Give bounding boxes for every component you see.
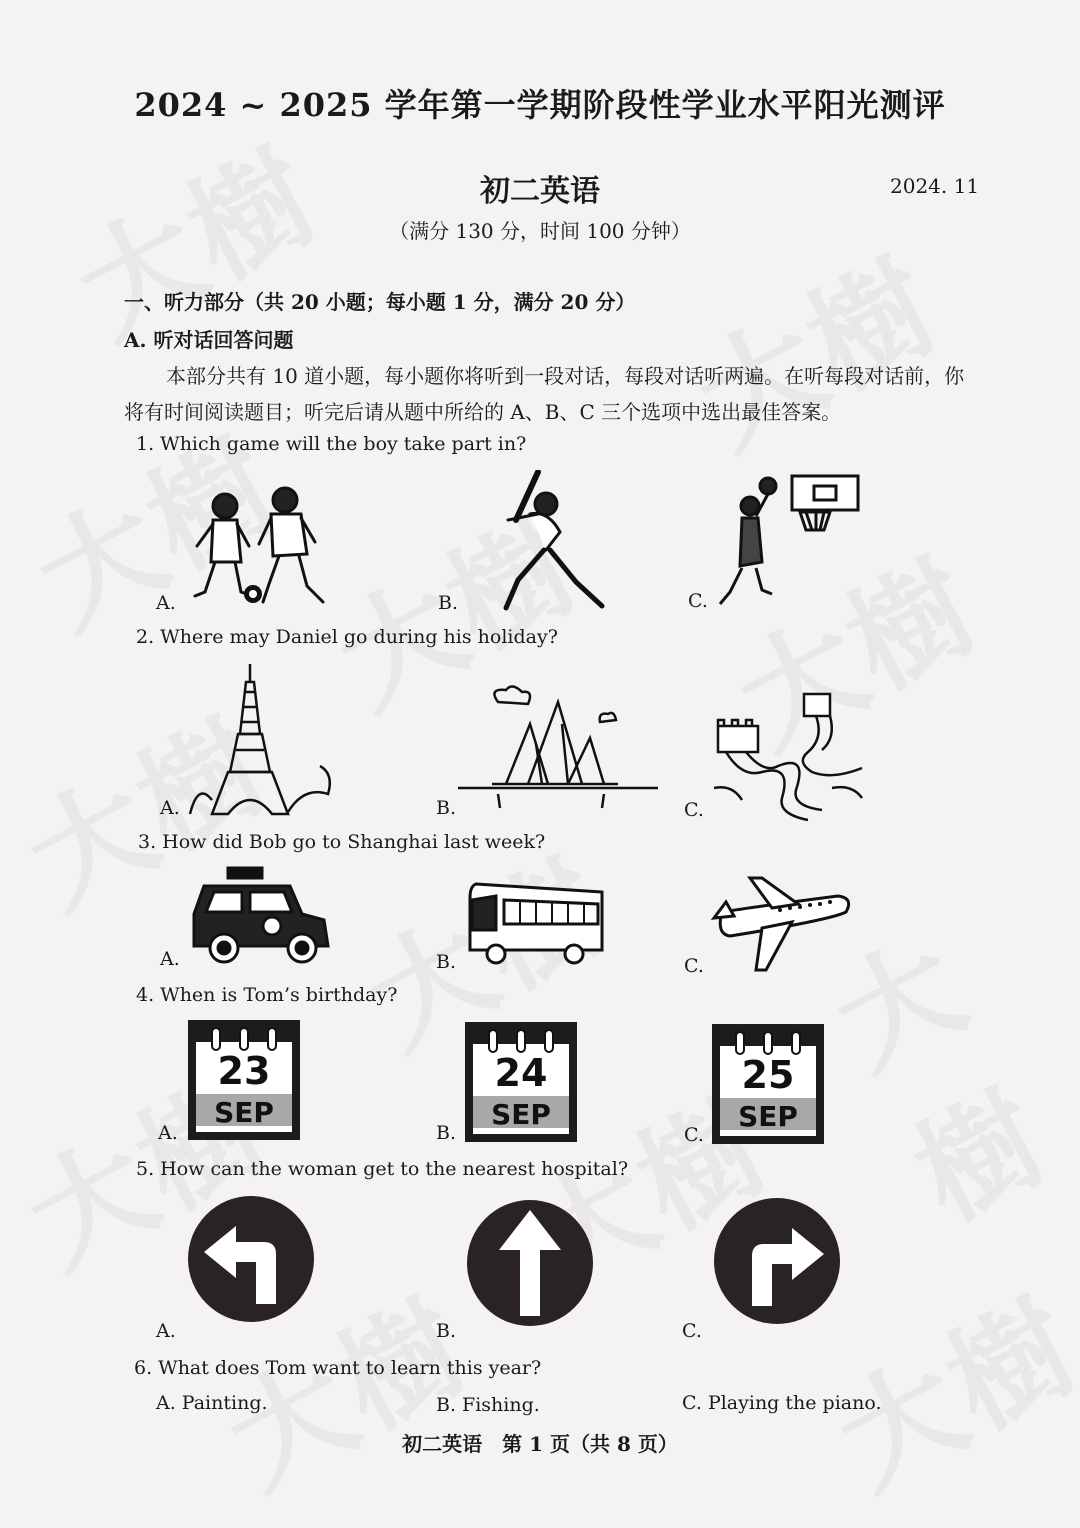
option-label[interactable]: C.: [684, 799, 704, 821]
option-label[interactable]: C.: [684, 955, 704, 977]
question-1: 1. Which game will the boy take part in?: [136, 433, 527, 455]
option-label[interactable]: A.: [160, 948, 180, 970]
option-label[interactable]: C.: [688, 590, 708, 612]
calendar-day: 25: [741, 1053, 795, 1097]
soccer-icon: [183, 484, 333, 614]
question-5: 5. How can the woman get to the nearest hospital?: [136, 1158, 629, 1180]
sydney-opera-house-icon: [458, 684, 658, 824]
watermark: [664, 212, 964, 480]
go-straight-sign-icon: [465, 1198, 595, 1328]
calendar-icon: [712, 1024, 824, 1144]
option-label[interactable]: B.: [436, 951, 457, 973]
calendar-month: SEP: [738, 1100, 798, 1133]
turn-right-sign-icon: [712, 1196, 842, 1326]
option-a[interactable]: A. Painting.: [156, 1392, 268, 1414]
baseball-icon: [488, 470, 618, 615]
plane-icon: [710, 872, 854, 976]
section-heading: 一、听力部分（共 20 小题；每小题 1 分，满分 20 分）: [124, 290, 636, 314]
question-3: 3. How did Bob go to Shanghai last week?: [138, 831, 546, 853]
turn-left-sign-icon: [186, 1194, 316, 1324]
calendar-month: SEP: [214, 1096, 274, 1129]
exam-date: 2024. 11: [890, 174, 980, 198]
question-2: 2. Where may Daniel go during his holiday?: [136, 626, 558, 648]
calendar-day: 23: [217, 1049, 271, 1093]
option-label[interactable]: A.: [156, 1320, 176, 1342]
score-note: （满分 130 分，时间 100 分钟）: [389, 219, 691, 243]
option-label[interactable]: B.: [436, 1122, 457, 1144]
watermark: [804, 1252, 1080, 1520]
basketball-icon: [716, 472, 866, 612]
option-label[interactable]: B.: [438, 592, 459, 614]
option-label[interactable]: C.: [684, 1124, 704, 1146]
option-b[interactable]: B. Fishing.: [436, 1394, 540, 1416]
question-6: 6. What does Tom want to learn this year?: [134, 1357, 542, 1379]
option-label[interactable]: C.: [682, 1320, 702, 1342]
bus-icon: [466, 878, 606, 966]
exam-title: 2024 ~ 2025 学年第一学期阶段性学业水平阳光测评: [134, 86, 946, 124]
great-wall-icon: [712, 688, 864, 824]
question-4: 4. When is Tom’s birthday?: [136, 984, 398, 1006]
calendar-month: SEP: [491, 1098, 551, 1131]
page-footer: 初二英语 第 1 页（共 8 页）: [402, 1432, 678, 1456]
option-c[interactable]: C. Playing the piano.: [682, 1392, 882, 1414]
option-label[interactable]: A.: [156, 592, 176, 614]
calendar-icon: [188, 1020, 300, 1140]
option-label[interactable]: B.: [436, 1320, 457, 1342]
option-label[interactable]: B.: [436, 797, 457, 819]
instructions: 本部分共有 10 道小题，每小题你将听到一段对话，每段对话听两遍。在听每段对话前，你将有时间阅读题目；听完后请从题中所给的 A、B、C 三个选项中选出最佳答案。: [124, 364, 965, 424]
sub-heading: A. 听对话回答问题: [124, 328, 294, 352]
calendar-icon: [465, 1022, 577, 1142]
calendar-day: 24: [494, 1051, 548, 1095]
option-label[interactable]: A.: [158, 1122, 178, 1144]
option-label[interactable]: A.: [160, 797, 180, 819]
taxi-icon: [190, 866, 332, 966]
eiffel-tower-icon: [188, 662, 336, 822]
subject-title: 初二英语: [480, 174, 600, 209]
